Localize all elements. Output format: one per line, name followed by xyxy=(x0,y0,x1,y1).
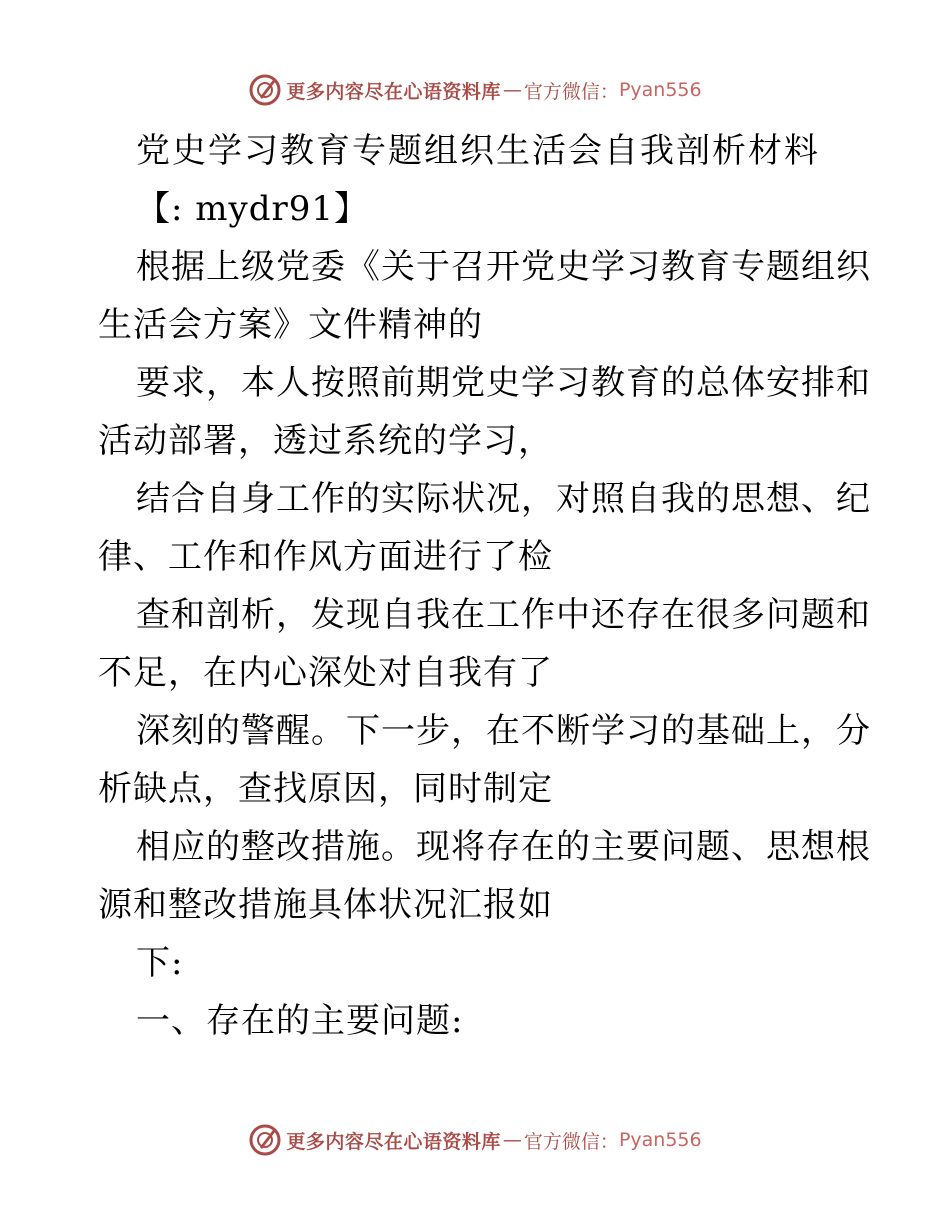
brand-logo-icon xyxy=(248,73,282,107)
paragraph-line: 查和剖析，发现自我在工作中还存在很多问题和 xyxy=(136,595,871,635)
watermark-brand: 更多内容尽在心语资料库 xyxy=(286,80,501,103)
watermark-wechat-id: Pyan556 xyxy=(618,79,702,101)
paragraph-line: 活动部署，透过系统的学习， xyxy=(98,421,553,461)
paragraph-line: 根据上级党委《关于召开党史学习教育专题组织 xyxy=(136,247,871,287)
document-title: 党史学习教育专题组织生活会自我剖析材料 xyxy=(136,131,820,171)
paragraph-line: 律、工作和作风方面进行了检 xyxy=(98,537,553,577)
watermark-brand: 更多内容尽在心语资料库 xyxy=(286,1130,501,1153)
brand-logo-icon xyxy=(248,1123,282,1157)
paragraph-line: 深刻的警醒。下一步，在不断学习的基础上，分 xyxy=(136,711,871,751)
paragraph-line: 相应的整改措施。现将存在的主要问题、思想根 xyxy=(136,827,871,867)
watermark-wechat-label: 官方微信： xyxy=(523,1130,619,1153)
section-heading: 一、存在的主要问题: xyxy=(136,1001,464,1041)
header-watermark xyxy=(0,70,950,110)
paragraph-line: 源和整改措施具体状况汇报如 xyxy=(98,885,553,925)
paragraph-line: 结合自身工作的实际状况，对照自我的思想、纪 xyxy=(136,479,871,519)
document-body xyxy=(98,122,871,1050)
watermark-wechat-id: Pyan556 xyxy=(618,1129,702,1151)
paragraph-line: 生活会方案》文件精神的 xyxy=(98,305,483,345)
paragraph-line: 要求，本人按照前期党史学习教育的总体安排和 xyxy=(136,363,871,403)
paragraph-line: 不足，在内心深处对自我有了 xyxy=(98,653,553,693)
watermark-wechat-label: 官方微信： xyxy=(523,80,619,103)
footer-watermark xyxy=(0,1120,950,1160)
paragraph-line: 下: xyxy=(136,943,184,983)
document-code: 【: mydr91】 xyxy=(136,189,369,229)
watermark-dash: — xyxy=(502,79,522,101)
paragraph-line: 析缺点，查找原因，同时制定 xyxy=(98,769,553,809)
watermark-dash: — xyxy=(502,1129,522,1151)
